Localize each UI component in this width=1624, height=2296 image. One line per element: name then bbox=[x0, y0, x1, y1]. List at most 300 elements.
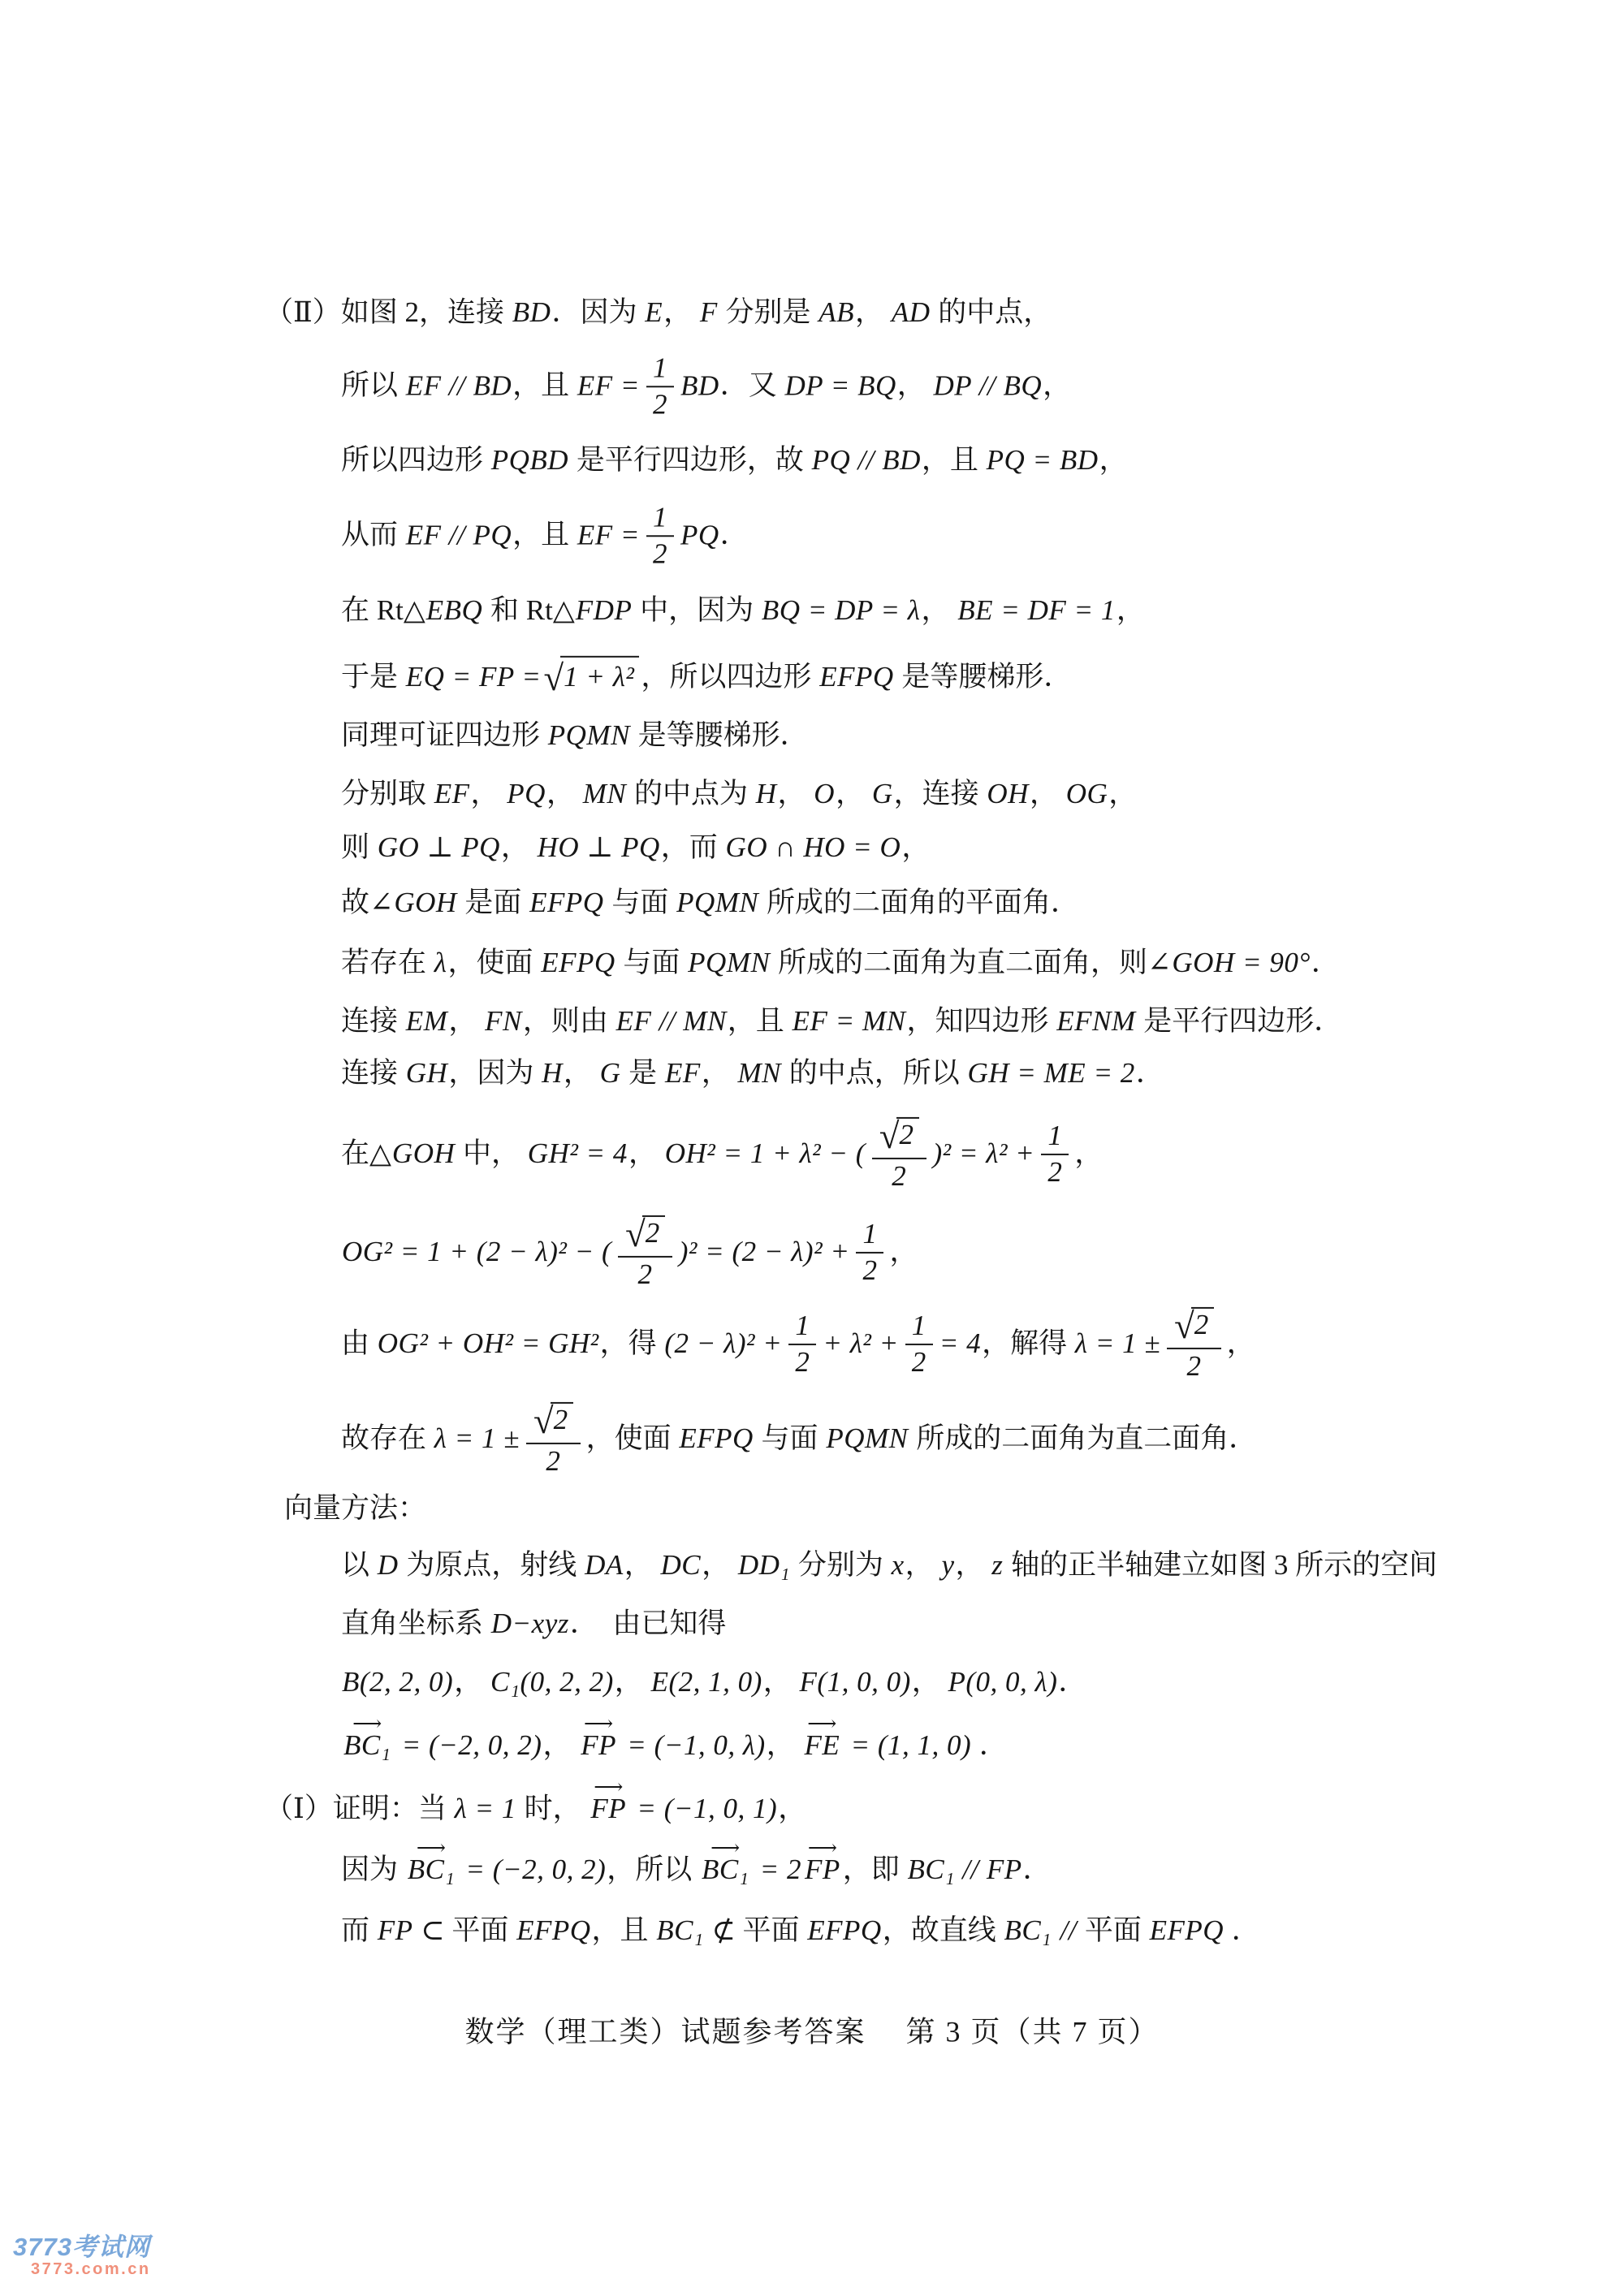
vector bbox=[701, 1837, 749, 1888]
fraction-numerator bbox=[618, 1215, 672, 1258]
solution-line-22 bbox=[341, 1713, 1008, 1763]
text-run: ，且 bbox=[921, 444, 986, 477]
fraction-numerator bbox=[1041, 1121, 1069, 1155]
math-run: H bbox=[755, 778, 777, 810]
text-run: ，且 bbox=[512, 369, 577, 402]
solution-line-13 bbox=[341, 1055, 1164, 1091]
math-run: GH = ME = 2 bbox=[967, 1057, 1135, 1090]
math-run: FN bbox=[485, 1005, 522, 1038]
text-run: ，使面 bbox=[585, 1422, 679, 1455]
text-run: ，所以四边形 bbox=[641, 660, 819, 693]
math-run: 2 bbox=[1186, 1350, 1202, 1383]
text-run: ， bbox=[500, 831, 537, 864]
text-run: ．因为 bbox=[551, 296, 645, 329]
radicand bbox=[560, 656, 639, 695]
text-run: ， bbox=[896, 369, 933, 402]
math-run: FP bbox=[805, 1854, 840, 1886]
text-run: 所以 bbox=[341, 369, 405, 402]
math-run: GOH bbox=[394, 887, 457, 919]
math-run: EFPQ bbox=[541, 947, 615, 979]
math-run: EFPQ bbox=[807, 1914, 882, 1947]
math-run: DA bbox=[585, 1549, 624, 1582]
math-run: 2 bbox=[899, 1118, 914, 1150]
math-run: 2 bbox=[911, 1346, 926, 1378]
math-run: = 2 bbox=[752, 1854, 802, 1886]
text-run: ， bbox=[855, 296, 891, 329]
solution-line-4 bbox=[341, 501, 749, 571]
text-run: ， bbox=[663, 296, 699, 329]
math-run: )² = λ² + bbox=[932, 1137, 1035, 1170]
math-run: EFPQ bbox=[819, 660, 894, 693]
radical-sign: √ bbox=[625, 1214, 646, 1255]
text-run: ， bbox=[836, 778, 871, 810]
text-run: 和 Rt△ bbox=[483, 594, 575, 627]
solution-line-12 bbox=[341, 1003, 1342, 1039]
vector bbox=[804, 1837, 841, 1888]
text-run: ，得 bbox=[599, 1327, 664, 1360]
text-run: 故存在 bbox=[341, 1422, 434, 1455]
math-run: PQ = BD bbox=[986, 444, 1099, 477]
vector-arrow: ⟶ bbox=[807, 1713, 837, 1736]
fraction-denominator bbox=[856, 1254, 883, 1286]
math-run: 2 bbox=[862, 1254, 878, 1286]
math-run: y bbox=[941, 1549, 955, 1582]
text-run: 连接 bbox=[341, 1057, 405, 1090]
solution-line-15 bbox=[341, 1214, 918, 1292]
text-run: ， bbox=[702, 1549, 737, 1582]
text-run: ， bbox=[1226, 1327, 1255, 1360]
text-run: ，即 bbox=[842, 1854, 907, 1886]
solution-line-16 bbox=[341, 1306, 1255, 1383]
solution-line-11 bbox=[341, 945, 1340, 981]
solution-line-8 bbox=[341, 776, 1137, 812]
math-run: = (−2, 0, 2) bbox=[458, 1854, 607, 1886]
fraction-numerator bbox=[788, 1311, 816, 1345]
math-run: EBQ bbox=[425, 594, 483, 627]
math-run: DD₁ bbox=[737, 1549, 791, 1582]
radicand bbox=[551, 1402, 573, 1435]
text-run: ， bbox=[762, 1666, 799, 1698]
vector-arrow: ⟶ bbox=[594, 1776, 624, 1799]
math-run: GH bbox=[405, 1057, 448, 1090]
text-run: 以 bbox=[341, 1549, 377, 1582]
text-run: ，则由 bbox=[522, 1005, 615, 1038]
text-run: ，且 bbox=[591, 1914, 656, 1947]
text-run: ， bbox=[766, 1729, 802, 1762]
math-run: EM bbox=[405, 1005, 448, 1038]
math-run: PQMN bbox=[676, 887, 759, 919]
text-run: 而 bbox=[341, 1914, 377, 1947]
solution-line-5 bbox=[341, 593, 1145, 628]
math-run: EFPQ bbox=[1149, 1914, 1224, 1947]
vector-arrow: ⟶ bbox=[416, 1837, 447, 1860]
math-run: BD bbox=[512, 296, 551, 329]
math-run: PQMN bbox=[547, 719, 630, 752]
math-run: OG² + OH² = GH² bbox=[377, 1327, 599, 1360]
math-run: EF = bbox=[577, 369, 641, 402]
text-run: ．又 bbox=[719, 369, 784, 402]
text-run: ， bbox=[546, 778, 582, 810]
math-run: // bbox=[1060, 1914, 1078, 1947]
watermark-url: 3773.com.cn bbox=[31, 2260, 151, 2278]
math-run: EFPQ bbox=[516, 1914, 591, 1947]
vector bbox=[580, 1713, 617, 1763]
text-run: ， bbox=[1074, 1137, 1104, 1170]
math-run: D−xyz bbox=[490, 1608, 569, 1640]
solution-line-14 bbox=[341, 1116, 1104, 1193]
solution-line-9 bbox=[341, 830, 930, 865]
text-run: ， bbox=[1099, 444, 1128, 477]
text-run: 的中点为 bbox=[627, 778, 755, 810]
text-run: 所以四边形 bbox=[341, 444, 490, 477]
text-run: ，因为 bbox=[448, 1057, 542, 1090]
math-run: H bbox=[542, 1057, 563, 1090]
text-run: ． bbox=[1058, 1666, 1087, 1698]
math-run: GH² = 4 bbox=[527, 1137, 628, 1170]
text-run: 与面 bbox=[604, 887, 676, 919]
square-root bbox=[879, 1117, 919, 1155]
solution-line-2 bbox=[341, 352, 1072, 421]
math-run: EF // BD bbox=[405, 369, 512, 402]
math-run: E(2, 1, 0) bbox=[650, 1666, 762, 1698]
square-root bbox=[544, 656, 640, 701]
math-run: F bbox=[699, 296, 718, 329]
text-run: ． bbox=[1022, 1854, 1052, 1886]
math-run: λ = 1 ± bbox=[1074, 1327, 1161, 1360]
text-run: ， bbox=[1043, 369, 1072, 402]
fraction bbox=[646, 353, 674, 420]
math-run: EF = MN bbox=[792, 1005, 906, 1038]
text-run: ，且 bbox=[727, 1005, 792, 1038]
math-run: BD bbox=[680, 369, 719, 402]
text-run: （Ⅱ）如图 2，连接 bbox=[265, 296, 512, 329]
fraction bbox=[872, 1117, 926, 1192]
solution-line-17 bbox=[341, 1400, 1258, 1478]
text-run: 分别取 bbox=[341, 778, 434, 810]
math-run: EQ = FP = bbox=[405, 660, 542, 693]
fraction bbox=[1167, 1307, 1221, 1382]
vector-arrow: ⟶ bbox=[710, 1837, 741, 1860]
solution-line-7 bbox=[341, 718, 809, 753]
fraction-denominator bbox=[646, 537, 674, 569]
text-run: 所成的二面角为直二面角． bbox=[909, 1422, 1258, 1455]
fraction-numerator bbox=[905, 1311, 933, 1345]
math-run: GO ⊥ PQ bbox=[377, 831, 500, 864]
text-run: ，解得 bbox=[982, 1327, 1074, 1360]
text-run: ， bbox=[777, 778, 814, 810]
text-run: ， bbox=[921, 594, 957, 627]
math-run: 2 bbox=[546, 1445, 561, 1478]
math-run: x bbox=[891, 1549, 905, 1582]
text-run: 中，因为 bbox=[633, 594, 761, 627]
vector-arrow: ⟶ bbox=[584, 1713, 614, 1736]
site-watermark bbox=[13, 2234, 151, 2277]
vector bbox=[803, 1713, 840, 1763]
solution-line-3 bbox=[341, 442, 1128, 478]
math-run: 2 bbox=[795, 1346, 810, 1378]
math-run: O bbox=[814, 778, 836, 810]
text-run: 在△ bbox=[341, 1137, 391, 1170]
solution-line-25 bbox=[341, 1913, 1260, 1949]
fraction-denominator bbox=[539, 1444, 567, 1477]
math-run: OG bbox=[1065, 778, 1108, 810]
fraction-denominator bbox=[631, 1258, 659, 1290]
text-run: ． bbox=[972, 1729, 1008, 1762]
math-run: PQ bbox=[680, 519, 719, 551]
math-run: )² = (2 − λ)² + bbox=[678, 1236, 850, 1268]
math-run: P(0, 0, λ) bbox=[948, 1666, 1058, 1698]
text-run: ，连接 bbox=[893, 778, 987, 810]
math-run: EFPQ bbox=[529, 887, 604, 919]
text-run: ， bbox=[901, 831, 931, 864]
math-run: EF bbox=[664, 1057, 701, 1090]
text-run: ， bbox=[614, 1666, 650, 1698]
math-run: GOH bbox=[391, 1137, 456, 1170]
text-run: ， bbox=[448, 1005, 485, 1038]
math-run: BQ = DP = λ bbox=[761, 594, 921, 627]
math-run: DP // BQ bbox=[933, 369, 1043, 402]
math-run: FDP bbox=[575, 594, 633, 627]
fraction bbox=[788, 1311, 816, 1378]
text-run: 与面 bbox=[754, 1422, 826, 1455]
math-run: DP = BQ bbox=[784, 369, 896, 402]
solution-line-20 bbox=[341, 1606, 726, 1642]
math-run: = (−2, 0, 2) bbox=[394, 1729, 542, 1762]
math-run: EF = bbox=[577, 519, 641, 551]
text-run bbox=[1052, 1914, 1060, 1946]
radicand bbox=[1191, 1307, 1214, 1340]
math-run: 1 bbox=[862, 1218, 878, 1250]
math-run: + λ² + bbox=[823, 1327, 899, 1360]
math-run: EF // PQ bbox=[405, 519, 512, 551]
math-run: BC₁ bbox=[1004, 1914, 1052, 1947]
text-run: 连接 bbox=[341, 1005, 405, 1038]
text-run: 为原点，射线 bbox=[399, 1549, 585, 1582]
text-run: ， bbox=[889, 1236, 918, 1268]
vector bbox=[407, 1837, 456, 1888]
text-run: 则 bbox=[341, 831, 377, 864]
text-run: 时， bbox=[516, 1793, 589, 1825]
fraction-numerator bbox=[646, 353, 674, 387]
math-run: OG² = 1 + (2 − λ)² − ( bbox=[342, 1236, 612, 1268]
text-run: ⊂ 平面 bbox=[413, 1914, 516, 1947]
solution-line-18 bbox=[284, 1491, 426, 1526]
math-run: = 4 bbox=[939, 1327, 982, 1360]
math-run: D bbox=[377, 1549, 399, 1582]
text-run: 是面 bbox=[457, 887, 529, 919]
text-run: 在 Rt△ bbox=[341, 594, 425, 627]
text-run: ⊄ 平面 bbox=[704, 1914, 807, 1947]
math-run: PQMN bbox=[826, 1422, 909, 1455]
math-run: BC₁ // FP bbox=[907, 1854, 1022, 1886]
math-run: = (1, 1, 0) bbox=[843, 1729, 972, 1762]
math-run: G bbox=[871, 778, 893, 810]
math-run: EFPQ bbox=[679, 1422, 754, 1455]
text-run: 若存在 bbox=[341, 947, 434, 979]
math-run: AB bbox=[818, 296, 855, 329]
math-run: 1 bbox=[911, 1310, 926, 1342]
math-run: 1 bbox=[653, 501, 668, 533]
math-run: 1 + λ² bbox=[564, 660, 635, 693]
math-run: HO ⊥ PQ bbox=[537, 831, 660, 864]
math-run: EFNM bbox=[1056, 1005, 1136, 1038]
math-run: λ = 1 ± bbox=[434, 1422, 520, 1455]
math-run: z bbox=[991, 1549, 1004, 1582]
text-run: 从而 bbox=[341, 519, 405, 551]
text-run: （Ⅰ）证明：当 bbox=[265, 1793, 454, 1825]
math-run: GOH = 90° bbox=[1172, 947, 1311, 979]
math-run: = (−1, 0, 1) bbox=[629, 1793, 778, 1825]
square-root bbox=[1174, 1307, 1214, 1345]
vector-arrow: ⟶ bbox=[807, 1837, 837, 1860]
math-run: (2 − λ)² + bbox=[664, 1327, 783, 1360]
text-run: ， bbox=[905, 1549, 941, 1582]
text-run: ， bbox=[955, 1549, 991, 1582]
math-run: λ = 1 bbox=[454, 1793, 516, 1825]
text-run: 平面 bbox=[1078, 1914, 1149, 1947]
math-run: 2 bbox=[653, 537, 668, 569]
text-run: ． bbox=[719, 519, 749, 551]
math-run: 2 bbox=[1047, 1156, 1063, 1188]
text-run: ， bbox=[470, 778, 507, 810]
text-run: ，使面 bbox=[447, 947, 541, 979]
text-run: ，而 bbox=[660, 831, 725, 864]
vector-arrow: ⟶ bbox=[352, 1713, 382, 1736]
radical-sign: √ bbox=[533, 1400, 554, 1442]
math-run: 2 bbox=[645, 1216, 660, 1249]
math-run: PQBD bbox=[490, 444, 569, 477]
math-run: BC₁ bbox=[701, 1854, 749, 1886]
text-run: ． 由已知得 bbox=[569, 1608, 727, 1640]
math-run: G bbox=[599, 1057, 621, 1090]
math-run: = (−1, 0, λ) bbox=[619, 1729, 766, 1762]
text-run: 直角坐标系 bbox=[341, 1608, 490, 1640]
text-run: 的中点，所以 bbox=[781, 1057, 967, 1090]
math-run: 2 bbox=[637, 1258, 653, 1291]
text-run: 轴的正半轴建立如图 3 所示的空间 bbox=[1004, 1549, 1438, 1582]
text-run: ，故直线 bbox=[882, 1914, 1004, 1947]
solution-line-10 bbox=[341, 885, 1079, 921]
math-run: PQ bbox=[507, 778, 546, 810]
math-run: λ bbox=[434, 947, 447, 979]
text-run: 是平行四边形． bbox=[1136, 1005, 1343, 1038]
radical-sign: √ bbox=[879, 1116, 900, 1157]
math-run: FE bbox=[804, 1729, 840, 1762]
text-run: 同理可证四边形 bbox=[341, 719, 547, 752]
fraction-numerator bbox=[1167, 1307, 1221, 1349]
watermark-logo-text: 3773考试网 bbox=[13, 2233, 150, 2261]
vector bbox=[343, 1713, 391, 1763]
math-run: B(2, 2, 0) bbox=[342, 1666, 454, 1698]
text-run: 向量方法： bbox=[284, 1492, 427, 1525]
text-run: ， bbox=[1116, 594, 1145, 627]
math-run: 2 bbox=[892, 1160, 907, 1193]
text-run: ， bbox=[1108, 778, 1138, 810]
text-run: 分别为 bbox=[791, 1549, 891, 1582]
fraction bbox=[618, 1215, 672, 1290]
math-run: BC₁ bbox=[656, 1914, 704, 1947]
math-run: FP bbox=[590, 1793, 627, 1825]
radicand bbox=[896, 1117, 919, 1150]
text-run: ，所以 bbox=[607, 1854, 699, 1886]
fraction bbox=[1041, 1121, 1069, 1188]
math-run: 2 bbox=[553, 1403, 568, 1435]
square-root bbox=[533, 1402, 573, 1440]
fraction-numerator bbox=[856, 1219, 883, 1254]
text-run: ， bbox=[911, 1666, 948, 1698]
text-run: 是平行四边形，故 bbox=[569, 444, 811, 477]
fraction bbox=[646, 503, 674, 569]
text-run: 故∠ bbox=[341, 887, 394, 919]
solution-line-24 bbox=[341, 1837, 1052, 1888]
solution-line-21 bbox=[341, 1664, 1086, 1700]
fraction-denominator bbox=[905, 1345, 933, 1378]
math-run: FP bbox=[377, 1914, 413, 1947]
text-run: ， bbox=[563, 1057, 599, 1090]
text-run: ． bbox=[1311, 947, 1340, 979]
text-run: 于是 bbox=[341, 660, 405, 693]
radical-sign: √ bbox=[543, 658, 564, 699]
math-run: E bbox=[645, 296, 663, 329]
text-run: ， bbox=[701, 1057, 737, 1090]
fraction-denominator bbox=[646, 387, 674, 420]
math-run: AD bbox=[891, 296, 931, 329]
text-run: ， bbox=[542, 1729, 579, 1762]
text-run: 中， bbox=[456, 1137, 527, 1170]
text-run: ， bbox=[778, 1793, 807, 1825]
fraction-numerator bbox=[872, 1117, 926, 1159]
math-run: DC bbox=[660, 1549, 702, 1582]
math-run: F(1, 0, 0) bbox=[799, 1666, 911, 1698]
fraction-denominator bbox=[885, 1159, 913, 1192]
fraction-denominator bbox=[788, 1345, 816, 1378]
math-run: 1 bbox=[795, 1310, 810, 1342]
math-run: BE = DF = 1 bbox=[957, 594, 1116, 627]
radical-sign: √ bbox=[1174, 1306, 1194, 1347]
text-run: 是等腰梯形． bbox=[630, 719, 809, 752]
fraction bbox=[856, 1219, 883, 1286]
text-run: ． bbox=[1135, 1057, 1164, 1090]
solution-line-6 bbox=[341, 656, 1072, 701]
fraction-denominator bbox=[1041, 1155, 1069, 1188]
math-run: 2 bbox=[653, 388, 668, 420]
text-run: 是 bbox=[621, 1057, 664, 1090]
math-run: 2 bbox=[1194, 1308, 1209, 1340]
math-run: 1 bbox=[653, 352, 668, 384]
math-run: PQ // BD bbox=[811, 444, 921, 477]
math-run: MN bbox=[582, 778, 627, 810]
math-run: GO ∩ HO = O bbox=[725, 831, 901, 864]
fraction-denominator bbox=[1180, 1349, 1207, 1382]
text-run: ， bbox=[628, 1137, 664, 1170]
math-run: EF // MN bbox=[615, 1005, 727, 1038]
math-run: OH bbox=[987, 778, 1029, 810]
square-root bbox=[625, 1215, 665, 1254]
text-run: 所成的二面角的平面角． bbox=[759, 887, 1080, 919]
text-run: 与面 bbox=[615, 947, 688, 979]
math-run: EF bbox=[434, 778, 470, 810]
math-run: PQMN bbox=[688, 947, 771, 979]
fraction-numerator bbox=[646, 503, 674, 537]
math-run: 1 bbox=[1047, 1120, 1063, 1152]
text-run: ． bbox=[1224, 1914, 1260, 1947]
solution-line-1 bbox=[265, 295, 1052, 330]
text-run: ， bbox=[1029, 778, 1065, 810]
math-run: MN bbox=[737, 1057, 781, 1090]
text-run: 是等腰梯形． bbox=[894, 660, 1073, 693]
fraction bbox=[905, 1311, 933, 1378]
text-run: 所成的二面角为直二面角，则∠ bbox=[771, 947, 1172, 979]
